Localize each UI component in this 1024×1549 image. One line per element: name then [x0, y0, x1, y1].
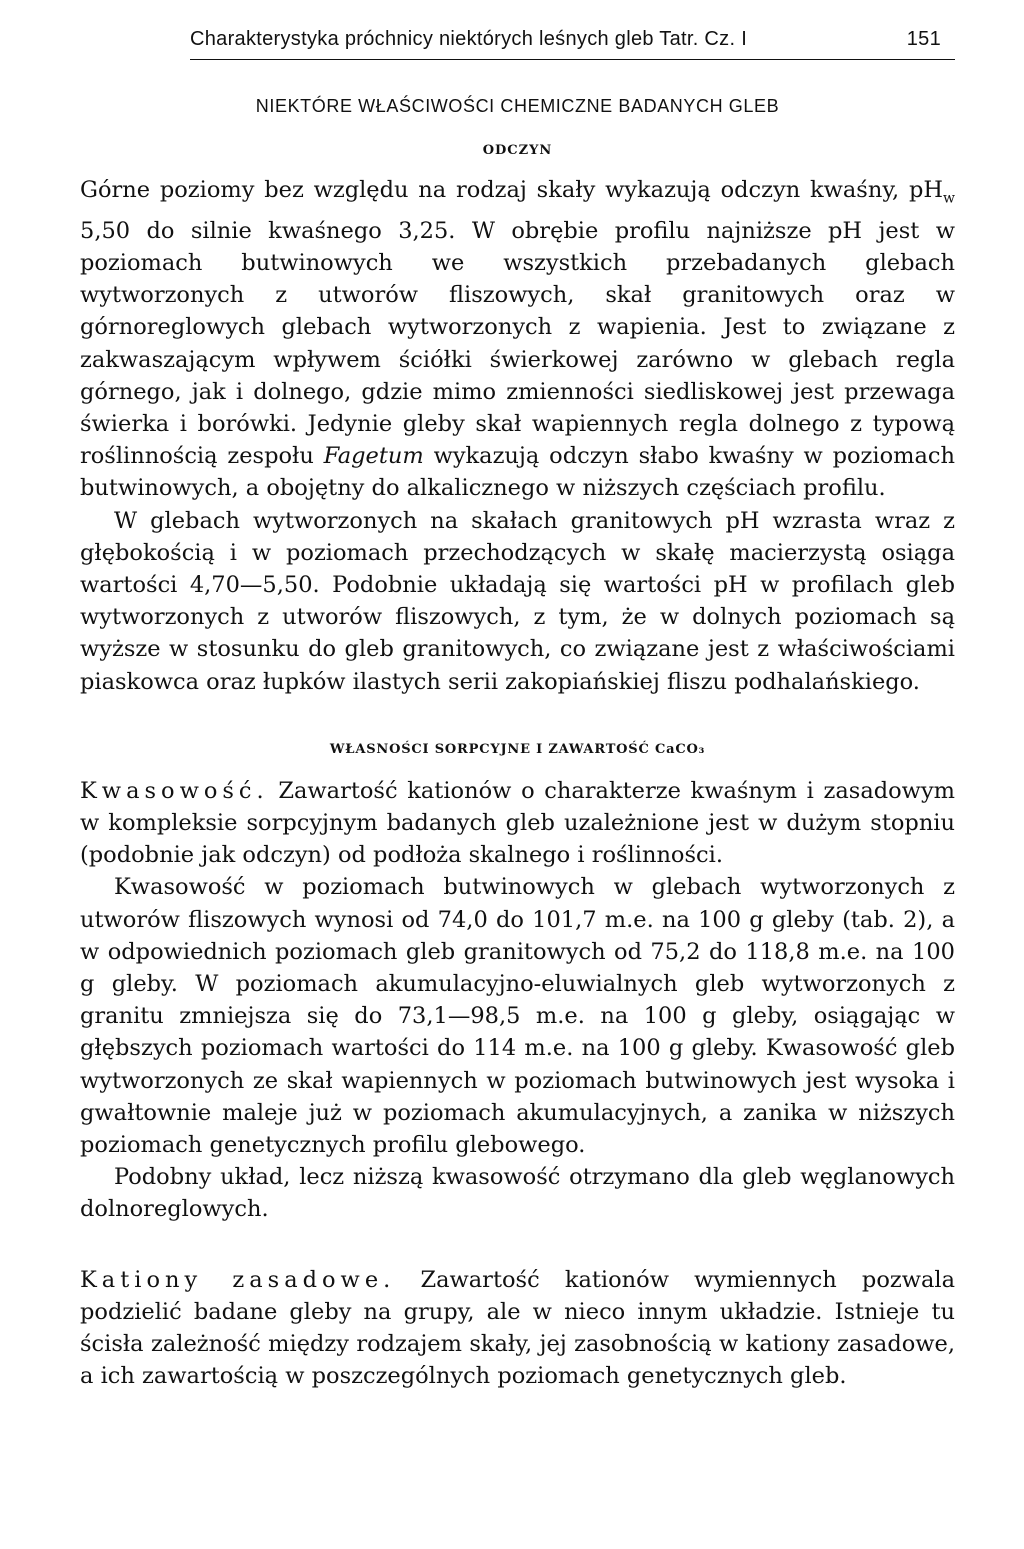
paragraph-kwasowosc-2: Kwasowość w poziomach butwinowych w glebach wytworzonych z utworów fliszowych wynosi od 74,0 do 101,7 m.e. na 100 g gleby (tab. 2), a w odpowiednich poziomach gleb granitowych od 75,2 do 118,8 m.e. na 100 g gleby. W poziomach akumulacyjno-eluwialnych gleb wytworzonych z granitu zmniejsza się do 73,1—98,5 m.e. na 100 g gleby, osiągając w głębszych poziomach wartości do 114 m.e. na 100 g gleby. Kwasowość gleb wytworzonych ze skał wapiennych w poziomach butwinowych jest wysoka i gwałtownie maleje już w poziomach akumulacyjnych, a zanika w niższych poziomach genetycznych profilu glebowego. [80, 874, 955, 1158]
paragraph-kwasowosc-3: Podobny układ, lecz niższą kwasowość otrzymano dla gleb węglanowych dolnoreglowych. [80, 1164, 955, 1223]
paragraph-odczyn-2: W glebach wytworzonych na skałach granitowych pH wzrasta wraz z głębokością i w poziomach przechodzących w skałę macierzystą osiąga wartości 4,70—5,50. Podobnie układają się wartości pH w profilach gleb wytworzonych z utworów fliszowych, z tym, że w dolnych poziomach są wyższe w stosunku do gleb granitowych, co związane jest z właściwościami piaskowca oraz łupków ilastych serii zakopiańskiej fliszu podhalańskiego. [80, 507, 955, 695]
text-run: 5,50 do silnie kwaśnego 3,25. W obrębie profilu najniższe pH jest w poziomach butwinowych we wszystkich przebadanych glebach wytworzonych z utworów fliszowych, skał granitowych oraz w górnoreglowych glebach wytworzonych z wapienia. Jest to związane z zakwaszającym wpływem ściółki świerkowej zarówno w glebach regla górnego, jak i dolnego, gdzie mimo zmienności siedliskowej jest przewaga świerka i borówki. Jedynie gleby skał wapiennych regla dolnego z typową roślinnością zespołu [80, 217, 955, 470]
spacer [80, 1226, 955, 1264]
text-run: Zawartość kationów wymiennych pozwala podzielić badane gleby na grupy, ale w nieco innym układzie. Istnieje tu ścisła zależność między rodzajem skały, jej zasobnością w kationy zasadowe, a ich zawartością w poszczególnych poziomach genetycznych gleb. [80, 1266, 955, 1390]
subsection-title-sorption: WŁASNOŚCI SORPCYJNE I ZAWARTOŚĆ CaCO₃ [329, 741, 706, 757]
text-run: Zawartość kationów o charakterze kwaśnym i zasadowym w kompleksie sorpcyjnym badanych gleb uzależnione jest w dużym stopniu (podobnie jak odczyn) od podłoża skalnego i roślinności. [80, 777, 955, 869]
paragraph-kwasowosc-1 [80, 775, 955, 872]
paragraph-kationy [80, 1264, 955, 1393]
running-header [80, 28, 955, 51]
text-run: Górne poziomy bez względu na rodzaj skały wykazują odczyn kwaśny, pH [80, 177, 944, 203]
header-rule [190, 59, 955, 60]
subsection-title-odczyn: ODCZYN [482, 143, 553, 158]
subscript-w: w [943, 190, 955, 207]
page-number: 151 [906, 28, 941, 50]
term-kationy-zasadowe: Kationy zasadowe. [80, 1266, 396, 1293]
text-run: wykazują odczyn słabo kwaśny w poziomach butwinowych, a obojętny do alkalicznego w niższych częściach profilu. [80, 443, 955, 502]
running-title: Charakterystyka próchnicy niektórych leśnych gleb Tatr. Cz. I [190, 28, 748, 50]
paragraph-odczyn-1 [80, 174, 955, 505]
section-title: NIEKTÓRE WŁAŚCIWOŚCI CHEMICZNE BADANYCH GLEB [255, 96, 780, 116]
term-kwasowosc: Kwasowość. [80, 777, 269, 804]
italic-species-name: Fagetum [323, 443, 424, 470]
document-page [80, 28, 955, 1392]
